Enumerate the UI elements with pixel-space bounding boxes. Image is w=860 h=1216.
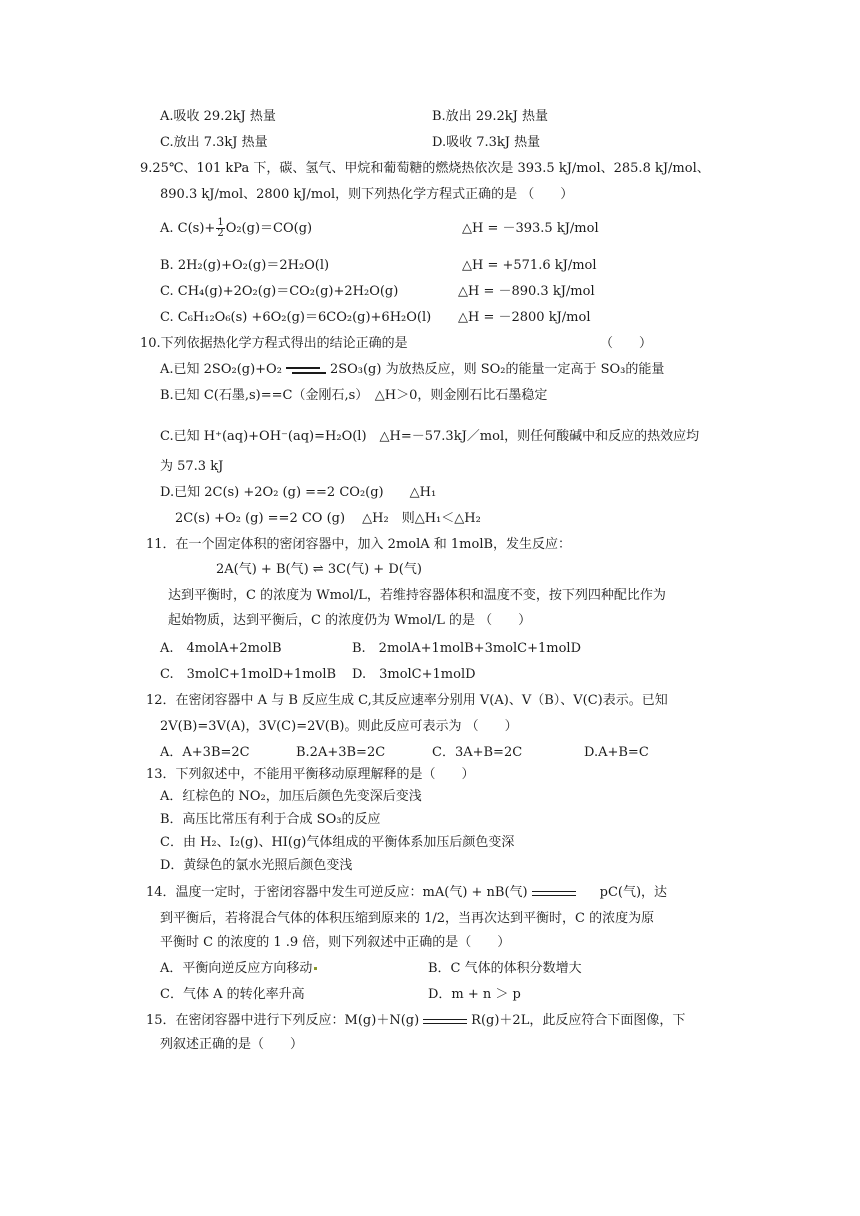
- option-9A-pre: A. C(s)+: [160, 221, 216, 236]
- option-9A-enthalpy: △H = －393.5 kJ/mol: [462, 221, 599, 236]
- option-8D: D.吸收 7.3kJ 热量: [432, 135, 541, 150]
- option-14A: [160, 960, 319, 978]
- option-12A: A．A+3B=2C: [160, 745, 250, 760]
- option-8C: C.放出 7.3kJ 热量: [160, 135, 268, 150]
- fraction-one-half: [216, 218, 224, 239]
- question-11-line3: 起始物质，达到平衡后，C 的浓度仍为 Wmol/L 的是 （ ）: [168, 613, 532, 628]
- fraction-denominator: 2: [217, 228, 224, 239]
- question-11-line2: 达到平衡时，C 的浓度为 Wmol/L，若维持容器体积和温度不变，按下列四种配比作为: [168, 588, 666, 603]
- option-12B: B.2A+3B=2C: [296, 745, 386, 760]
- option-9C-enthalpy: △H = －890.3 kJ/mol: [458, 284, 595, 299]
- option-11D: D. 3molC+1molD: [352, 667, 476, 682]
- option-12D: D.A+B=C: [584, 745, 649, 760]
- option-11B: B. 2molA+1molB+3molC+1molD: [352, 641, 582, 656]
- question-11-equation: 2A(气) + B(气) ⇌ 3C(气) + D(气): [216, 562, 422, 577]
- option-9D: C. C₆H₁₂O₆(s) +6O₂(g)＝6CO₂(g)+6H₂O(l): [160, 310, 432, 325]
- option-8B: B.放出 29.2kJ 热量: [432, 109, 548, 124]
- option-10A: [160, 361, 664, 379]
- option-10C-line1: C.已知 H⁺(aq)+OH⁻(aq)=H₂O(l) △H=－57.3kJ／mol，则任何酸碱中和反应的热效应均: [160, 429, 700, 444]
- option-10A-post: 2SO₃(g) 为放热反应，则 SO₂的能量一定高于 SO₃的能量: [329, 362, 665, 377]
- option-11C: C. 3molC+1molD+1molB: [160, 667, 337, 682]
- question-10: 10.下列依据热化学方程式得出的结论正确的是: [140, 336, 408, 351]
- option-9B-enthalpy: △H = +571.6 kJ/mol: [462, 258, 597, 273]
- option-13B: B．高压比常压有利于合成 SO₃的反应: [160, 812, 381, 827]
- option-10D-line1: D.已知 2C(s) +2O₂ (g) ==2 CO₂(g) △H₁: [160, 485, 437, 500]
- option-10C-line2: 为 57.3 kJ: [160, 459, 224, 474]
- option-14B: B．C 气体的体积分数增大: [428, 961, 582, 976]
- fraction-numerator: 1: [217, 217, 224, 228]
- option-9A-post: O₂(g)＝CO(g): [225, 221, 313, 236]
- option-14C: C．气体 A 的转化率升高: [160, 987, 305, 1002]
- equilibrium-sign-icon: [423, 1016, 467, 1026]
- question-15-line2: 列叙述正确的是（ ）: [160, 1037, 304, 1052]
- question-15-line1: [146, 1012, 685, 1030]
- option-10D-line2: 2C(s) +O₂ (g) ==2 CO (g) △H₂ 则△H₁＜△H₂: [175, 511, 481, 526]
- option-9D-enthalpy: △H = －2800 kJ/mol: [458, 310, 591, 325]
- question-14-line2: 到平衡后，若将混合气体的体积压缩到原来的 1/2，当再次达到平衡时，C 的浓度为原: [160, 911, 655, 926]
- question-14-line3: 平衡时 C 的浓度的 1 .9 倍，则下列叙述中正确的是（ ）: [160, 935, 511, 950]
- option-14A-text: A．平衡向逆反应方向移动: [160, 961, 313, 976]
- question-15-pre: 15．在密闭容器中进行下列反应：M(g)＋N(g): [146, 1013, 420, 1028]
- question-12-line2: 2V(B)=3V(A)，3V(C)=2V(B)。则此反应可表示为 （ ）: [160, 719, 518, 734]
- option-13C: C．由 H₂、I₂(g)、HI(g)气体组成的平衡体系加压后颜色变深: [160, 835, 515, 850]
- question-14-line1: [146, 884, 667, 902]
- question-14-pre: 14．温度一定时，于密闭容器中发生可逆反应：mA(气) + nB(气): [146, 885, 528, 900]
- reversible-arrow-icon: [286, 365, 326, 375]
- option-13D: D．黄绿色的氯水光照后颜色变浅: [160, 858, 353, 873]
- option-14D: D．m + n ＞ p: [428, 987, 521, 1002]
- option-9C: C. CH₄(g)+2O₂(g)＝CO₂(g)+2H₂O(g): [160, 284, 399, 299]
- equilibrium-sign-icon: [532, 888, 576, 898]
- question-11: 11．在一个固定体积的密闭容器中，加入 2molA 和 1molB，发生反应：: [146, 537, 572, 552]
- question-15-post: R(g)＋2L，此反应符合下面图像，下: [471, 1013, 686, 1028]
- option-11A: A. 4molA+2molB: [160, 641, 282, 656]
- question-10-answer-paren: （ ）: [600, 336, 653, 351]
- option-10A-pre: A.已知 2SO₂(g)+O₂: [160, 362, 282, 377]
- option-12C: C．3A+B=2C: [432, 745, 523, 760]
- question-13: 13．下列叙述中，不能用平衡移动原理解释的是（ ）: [146, 767, 475, 782]
- option-8A: A.吸收 29.2kJ 热量: [160, 109, 276, 124]
- question-9-line1: 9.25℃、101 kPa 下，碳、氢气、甲烷和葡萄糖的燃烧热依次是 393.5 kJ/mol、285.8 kJ/mol、: [140, 161, 710, 176]
- option-9A: [160, 218, 312, 239]
- stray-dot-mark: [314, 967, 317, 970]
- question-14-post: pC(气)，达: [599, 885, 668, 900]
- question-12-line1: 12．在密闭容器中 A 与 B 反应生成 C,其反应速率分别用 V(A)、V（B）、V(C)表示。已知: [146, 693, 668, 708]
- option-10B: B.已知 C(石墨,s)==C（金刚石,s） △H＞0，则金刚石比石墨稳定: [160, 388, 548, 403]
- option-13A: A．红棕色的 NO₂，加压后颜色先变深后变浅: [160, 789, 422, 804]
- option-9B: B. 2H₂(g)+O₂(g)＝2H₂O(l): [160, 258, 330, 273]
- question-9-line2: 890.3 kJ/mol、2800 kJ/mol，则下列热化学方程式正确的是 （ ）: [160, 187, 574, 202]
